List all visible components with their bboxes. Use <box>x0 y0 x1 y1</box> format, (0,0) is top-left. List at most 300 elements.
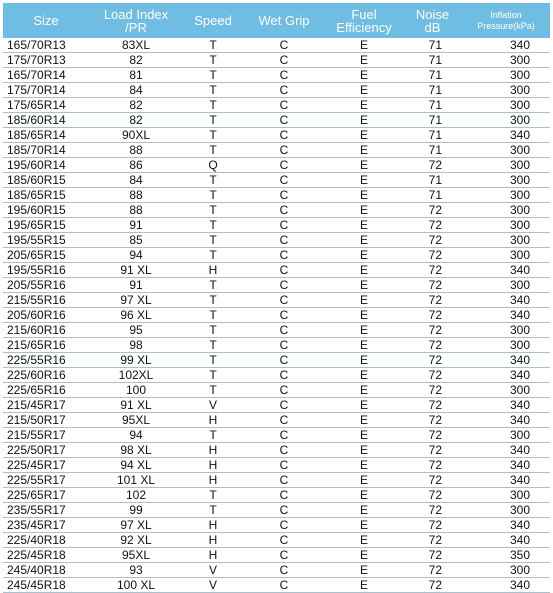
cell-noise: 72 <box>403 263 462 278</box>
header-noise-line1: Noise <box>415 6 450 22</box>
cell-fuel-efficiency: E <box>325 38 403 53</box>
cell-speed: H <box>183 518 243 533</box>
cell-noise: 72 <box>403 248 462 263</box>
cell-load-index: 90XL <box>89 128 183 143</box>
cell-fuel-efficiency: E <box>325 368 403 383</box>
cell-fuel-efficiency: E <box>325 113 403 128</box>
cell-wet-grip: C <box>243 473 325 488</box>
table-row <box>3 293 550 308</box>
cell-wet-grip: C <box>243 563 325 578</box>
cell-inflation-pressure: 300 <box>462 203 550 218</box>
cell-fuel-efficiency: E <box>325 563 403 578</box>
cell-inflation-pressure: 340 <box>462 353 550 368</box>
table-row <box>3 98 550 113</box>
cell-size: 185/70R14 <box>3 143 89 158</box>
cell-inflation-pressure: 340 <box>462 128 550 143</box>
table-row <box>3 128 550 143</box>
header-size-label: Size <box>33 13 59 28</box>
cell-inflation-pressure: 300 <box>462 248 550 263</box>
cell-inflation-pressure: 300 <box>462 68 550 83</box>
cell-load-index: 99 XL <box>89 353 183 368</box>
cell-inflation-pressure: 300 <box>462 53 550 68</box>
cell-inflation-pressure: 300 <box>462 83 550 98</box>
cell-size: 195/55R16 <box>3 263 89 278</box>
cell-size: 195/55R15 <box>3 233 89 248</box>
cell-load-index: 97 XL <box>89 293 183 308</box>
table-row <box>3 533 550 548</box>
table-row <box>3 503 550 518</box>
header-fuel-efficiency <box>325 3 403 38</box>
cell-fuel-efficiency: E <box>325 53 403 68</box>
table-body <box>3 38 550 593</box>
cell-speed: H <box>183 548 243 563</box>
cell-wet-grip: C <box>243 158 325 173</box>
cell-load-index: 97 XL <box>89 518 183 533</box>
cell-fuel-efficiency: E <box>325 143 403 158</box>
cell-size: 185/65R14 <box>3 128 89 143</box>
table-row <box>3 368 550 383</box>
table-row <box>3 113 550 128</box>
cell-speed: T <box>183 143 243 158</box>
cell-load-index: 95XL <box>89 413 183 428</box>
cell-noise: 71 <box>403 38 462 53</box>
cell-size: 175/65R14 <box>3 98 89 113</box>
header-noise <box>403 3 462 38</box>
cell-speed: V <box>183 563 243 578</box>
cell-load-index: 88 <box>89 143 183 158</box>
cell-load-index: 91 <box>89 278 183 293</box>
cell-size: 205/60R16 <box>3 308 89 323</box>
cell-wet-grip: C <box>243 488 325 503</box>
cell-wet-grip: C <box>243 458 325 473</box>
cell-speed: V <box>183 578 243 593</box>
cell-wet-grip: C <box>243 38 325 53</box>
cell-fuel-efficiency: E <box>325 338 403 353</box>
cell-size: 215/55R17 <box>3 428 89 443</box>
cell-inflation-pressure: 340 <box>462 458 550 473</box>
cell-speed: T <box>183 68 243 83</box>
cell-size: 185/60R15 <box>3 173 89 188</box>
table-row <box>3 68 550 83</box>
cell-noise: 72 <box>403 518 462 533</box>
cell-inflation-pressure: 340 <box>462 398 550 413</box>
cell-fuel-efficiency: E <box>325 68 403 83</box>
cell-wet-grip: C <box>243 548 325 563</box>
cell-load-index: 91 <box>89 218 183 233</box>
table-row <box>3 413 550 428</box>
table-row <box>3 308 550 323</box>
cell-fuel-efficiency: E <box>325 128 403 143</box>
cell-wet-grip: C <box>243 353 325 368</box>
cell-wet-grip: C <box>243 518 325 533</box>
cell-noise: 72 <box>403 383 462 398</box>
cell-inflation-pressure: 340 <box>462 293 550 308</box>
cell-load-index: 94 XL <box>89 458 183 473</box>
cell-load-index: 91 XL <box>89 398 183 413</box>
cell-speed: H <box>183 443 243 458</box>
cell-load-index: 83XL <box>89 38 183 53</box>
cell-inflation-pressure: 300 <box>462 488 550 503</box>
cell-inflation-pressure: 340 <box>462 308 550 323</box>
cell-wet-grip: C <box>243 578 325 593</box>
cell-wet-grip: C <box>243 173 325 188</box>
table-row <box>3 278 550 293</box>
cell-noise: 72 <box>403 278 462 293</box>
cell-inflation-pressure: 300 <box>462 503 550 518</box>
header-load-line1: Load Index <box>103 6 169 22</box>
cell-load-index: 81 <box>89 68 183 83</box>
cell-size: 195/65R15 <box>3 218 89 233</box>
cell-fuel-efficiency: E <box>325 83 403 98</box>
table-row <box>3 563 550 578</box>
cell-size: 185/65R15 <box>3 188 89 203</box>
cell-size: 175/70R13 <box>3 53 89 68</box>
cell-noise: 71 <box>403 173 462 188</box>
cell-load-index: 101 XL <box>89 473 183 488</box>
cell-fuel-efficiency: E <box>325 98 403 113</box>
cell-noise: 72 <box>403 413 462 428</box>
cell-load-index: 92 XL <box>89 533 183 548</box>
header-inflation-line1: Inflation <box>490 9 522 20</box>
cell-size: 225/55R16 <box>3 353 89 368</box>
cell-load-index: 85 <box>89 233 183 248</box>
cell-speed: T <box>183 383 243 398</box>
cell-load-index: 95XL <box>89 548 183 563</box>
cell-wet-grip: C <box>243 188 325 203</box>
cell-noise: 72 <box>403 488 462 503</box>
cell-speed: T <box>183 503 243 518</box>
cell-fuel-efficiency: E <box>325 158 403 173</box>
table-row <box>3 383 550 398</box>
cell-load-index: 93 <box>89 563 183 578</box>
cell-fuel-efficiency: E <box>325 428 403 443</box>
cell-inflation-pressure: 300 <box>462 323 550 338</box>
table-header-row <box>3 3 550 38</box>
cell-speed: T <box>183 203 243 218</box>
cell-speed: T <box>183 248 243 263</box>
cell-load-index: 99 <box>89 503 183 518</box>
table-row <box>3 458 550 473</box>
cell-inflation-pressure: 300 <box>462 383 550 398</box>
cell-inflation-pressure: 340 <box>462 578 550 593</box>
cell-wet-grip: C <box>243 128 325 143</box>
cell-speed: T <box>183 293 243 308</box>
cell-speed: Q <box>183 158 243 173</box>
cell-speed: T <box>183 428 243 443</box>
header-noise-line2: dB <box>424 19 441 35</box>
cell-wet-grip: C <box>243 413 325 428</box>
cell-noise: 72 <box>403 578 462 593</box>
cell-noise: 71 <box>403 53 462 68</box>
cell-wet-grip: C <box>243 308 325 323</box>
cell-size: 165/70R14 <box>3 68 89 83</box>
header-size <box>3 3 89 38</box>
cell-inflation-pressure: 300 <box>462 113 550 128</box>
cell-speed: T <box>183 278 243 293</box>
cell-speed: T <box>183 83 243 98</box>
cell-fuel-efficiency: E <box>325 173 403 188</box>
cell-inflation-pressure: 300 <box>462 233 550 248</box>
table-row <box>3 233 550 248</box>
cell-size: 195/60R14 <box>3 158 89 173</box>
cell-size: 245/40R18 <box>3 563 89 578</box>
table-row <box>3 188 550 203</box>
cell-wet-grip: C <box>243 113 325 128</box>
cell-speed: H <box>183 458 243 473</box>
table-row <box>3 143 550 158</box>
cell-size: 245/45R18 <box>3 578 89 593</box>
cell-wet-grip: C <box>243 233 325 248</box>
cell-speed: T <box>183 368 243 383</box>
cell-size: 225/60R16 <box>3 368 89 383</box>
cell-speed: T <box>183 323 243 338</box>
cell-load-index: 94 <box>89 248 183 263</box>
cell-speed: T <box>183 353 243 368</box>
cell-size: 205/55R16 <box>3 278 89 293</box>
cell-noise: 72 <box>403 398 462 413</box>
cell-fuel-efficiency: E <box>325 323 403 338</box>
cell-size: 225/65R16 <box>3 383 89 398</box>
cell-inflation-pressure: 340 <box>462 443 550 458</box>
cell-inflation-pressure: 340 <box>462 518 550 533</box>
cell-inflation-pressure: 300 <box>462 98 550 113</box>
cell-noise: 72 <box>403 473 462 488</box>
table-row <box>3 578 550 593</box>
cell-fuel-efficiency: E <box>325 548 403 563</box>
cell-inflation-pressure: 300 <box>462 173 550 188</box>
cell-noise: 72 <box>403 218 462 233</box>
table-row <box>3 263 550 278</box>
cell-fuel-efficiency: E <box>325 458 403 473</box>
cell-speed: T <box>183 98 243 113</box>
cell-load-index: 98 <box>89 338 183 353</box>
cell-size: 195/60R15 <box>3 203 89 218</box>
cell-fuel-efficiency: E <box>325 248 403 263</box>
cell-inflation-pressure: 340 <box>462 263 550 278</box>
cell-load-index: 82 <box>89 98 183 113</box>
cell-wet-grip: C <box>243 533 325 548</box>
cell-wet-grip: C <box>243 83 325 98</box>
cell-size: 235/55R17 <box>3 503 89 518</box>
cell-size: 175/70R14 <box>3 83 89 98</box>
table-row <box>3 518 550 533</box>
cell-noise: 72 <box>403 428 462 443</box>
cell-wet-grip: C <box>243 398 325 413</box>
table-row <box>3 218 550 233</box>
cell-inflation-pressure: 340 <box>462 368 550 383</box>
cell-load-index: 102 <box>89 488 183 503</box>
cell-load-index: 91 XL <box>89 263 183 278</box>
cell-inflation-pressure: 300 <box>462 338 550 353</box>
cell-load-index: 98 XL <box>89 443 183 458</box>
table-row <box>3 158 550 173</box>
cell-fuel-efficiency: E <box>325 188 403 203</box>
cell-load-index: 84 <box>89 83 183 98</box>
table-row <box>3 53 550 68</box>
header-inflation-pressure <box>462 3 550 38</box>
cell-noise: 71 <box>403 68 462 83</box>
cell-fuel-efficiency: E <box>325 473 403 488</box>
cell-inflation-pressure: 340 <box>462 413 550 428</box>
cell-inflation-pressure: 340 <box>462 38 550 53</box>
cell-speed: V <box>183 398 243 413</box>
header-wet-grip <box>243 3 325 38</box>
header-fuel-line2: Efficiency <box>336 19 392 35</box>
table-row <box>3 38 550 53</box>
cell-noise: 71 <box>403 113 462 128</box>
cell-load-index: 86 <box>89 158 183 173</box>
header-speed-label: Speed <box>194 13 232 28</box>
cell-noise: 72 <box>403 563 462 578</box>
cell-speed: H <box>183 533 243 548</box>
cell-load-index: 102XL <box>89 368 183 383</box>
cell-load-index: 100 <box>89 383 183 398</box>
cell-wet-grip: C <box>243 293 325 308</box>
table-row <box>3 353 550 368</box>
cell-speed: T <box>183 488 243 503</box>
cell-wet-grip: C <box>243 278 325 293</box>
cell-size: 225/50R17 <box>3 443 89 458</box>
cell-fuel-efficiency: E <box>325 503 403 518</box>
cell-fuel-efficiency: E <box>325 443 403 458</box>
cell-noise: 72 <box>403 353 462 368</box>
cell-noise: 72 <box>403 158 462 173</box>
cell-fuel-efficiency: E <box>325 383 403 398</box>
table-row <box>3 548 550 563</box>
cell-fuel-efficiency: E <box>325 203 403 218</box>
cell-noise: 71 <box>403 98 462 113</box>
cell-noise: 72 <box>403 548 462 563</box>
cell-speed: T <box>183 308 243 323</box>
cell-fuel-efficiency: E <box>325 263 403 278</box>
cell-noise: 71 <box>403 83 462 98</box>
cell-speed: H <box>183 473 243 488</box>
cell-noise: 72 <box>403 503 462 518</box>
table-row <box>3 443 550 458</box>
cell-noise: 72 <box>403 533 462 548</box>
cell-load-index: 82 <box>89 53 183 68</box>
cell-speed: T <box>183 113 243 128</box>
cell-inflation-pressure: 300 <box>462 563 550 578</box>
cell-size: 235/45R17 <box>3 518 89 533</box>
cell-wet-grip: C <box>243 248 325 263</box>
cell-noise: 72 <box>403 203 462 218</box>
cell-wet-grip: C <box>243 263 325 278</box>
cell-wet-grip: C <box>243 338 325 353</box>
cell-size: 165/70R13 <box>3 38 89 53</box>
cell-inflation-pressure: 340 <box>462 473 550 488</box>
cell-size: 215/50R17 <box>3 413 89 428</box>
tire-spec-table <box>3 3 550 593</box>
table-row <box>3 428 550 443</box>
cell-speed: T <box>183 128 243 143</box>
cell-speed: T <box>183 38 243 53</box>
cell-wet-grip: C <box>243 203 325 218</box>
header-inflation-line2: Pressure(kPa) <box>477 20 535 31</box>
header-load-index <box>89 3 183 38</box>
cell-fuel-efficiency: E <box>325 308 403 323</box>
table-row <box>3 488 550 503</box>
cell-wet-grip: C <box>243 503 325 518</box>
table-row <box>3 203 550 218</box>
cell-size: 205/65R15 <box>3 248 89 263</box>
cell-fuel-efficiency: E <box>325 398 403 413</box>
cell-inflation-pressure: 350 <box>462 548 550 563</box>
cell-size: 215/60R16 <box>3 323 89 338</box>
cell-size: 225/45R18 <box>3 548 89 563</box>
cell-size: 225/40R18 <box>3 533 89 548</box>
header-wet-grip-label: Wet Grip <box>258 13 310 28</box>
cell-noise: 72 <box>403 233 462 248</box>
cell-fuel-efficiency: E <box>325 278 403 293</box>
cell-inflation-pressure: 300 <box>462 158 550 173</box>
cell-speed: T <box>183 233 243 248</box>
cell-size: 225/65R17 <box>3 488 89 503</box>
cell-noise: 72 <box>403 323 462 338</box>
cell-fuel-efficiency: E <box>325 518 403 533</box>
cell-inflation-pressure: 300 <box>462 218 550 233</box>
cell-wet-grip: C <box>243 383 325 398</box>
cell-size: 225/45R17 <box>3 458 89 473</box>
cell-wet-grip: C <box>243 68 325 83</box>
cell-noise: 72 <box>403 293 462 308</box>
cell-load-index: 94 <box>89 428 183 443</box>
cell-load-index: 95 <box>89 323 183 338</box>
table-row <box>3 473 550 488</box>
cell-speed: T <box>183 173 243 188</box>
cell-noise: 71 <box>403 143 462 158</box>
cell-inflation-pressure: 300 <box>462 188 550 203</box>
table-row <box>3 83 550 98</box>
table-row <box>3 323 550 338</box>
cell-inflation-pressure: 300 <box>462 428 550 443</box>
header-load-line2: /PR <box>125 19 147 35</box>
cell-noise: 72 <box>403 338 462 353</box>
table-row <box>3 248 550 263</box>
cell-speed: H <box>183 413 243 428</box>
cell-wet-grip: C <box>243 218 325 233</box>
table-row <box>3 398 550 413</box>
cell-load-index: 88 <box>89 188 183 203</box>
cell-wet-grip: C <box>243 98 325 113</box>
cell-speed: T <box>183 188 243 203</box>
cell-load-index: 82 <box>89 113 183 128</box>
cell-speed: T <box>183 218 243 233</box>
cell-noise: 72 <box>403 308 462 323</box>
cell-speed: T <box>183 53 243 68</box>
cell-inflation-pressure: 300 <box>462 143 550 158</box>
cell-size: 215/65R16 <box>3 338 89 353</box>
cell-fuel-efficiency: E <box>325 488 403 503</box>
header-fuel-line1: Fuel <box>351 6 377 22</box>
cell-noise: 72 <box>403 368 462 383</box>
cell-fuel-efficiency: E <box>325 233 403 248</box>
cell-load-index: 88 <box>89 203 183 218</box>
cell-load-index: 84 <box>89 173 183 188</box>
cell-load-index: 96 XL <box>89 308 183 323</box>
cell-noise: 71 <box>403 188 462 203</box>
cell-inflation-pressure: 300 <box>462 278 550 293</box>
cell-fuel-efficiency: E <box>325 578 403 593</box>
cell-wet-grip: C <box>243 53 325 68</box>
cell-size: 215/45R17 <box>3 398 89 413</box>
cell-fuel-efficiency: E <box>325 293 403 308</box>
cell-size: 185/60R14 <box>3 113 89 128</box>
cell-speed: H <box>183 263 243 278</box>
cell-noise: 71 <box>403 128 462 143</box>
cell-wet-grip: C <box>243 323 325 338</box>
cell-wet-grip: C <box>243 143 325 158</box>
